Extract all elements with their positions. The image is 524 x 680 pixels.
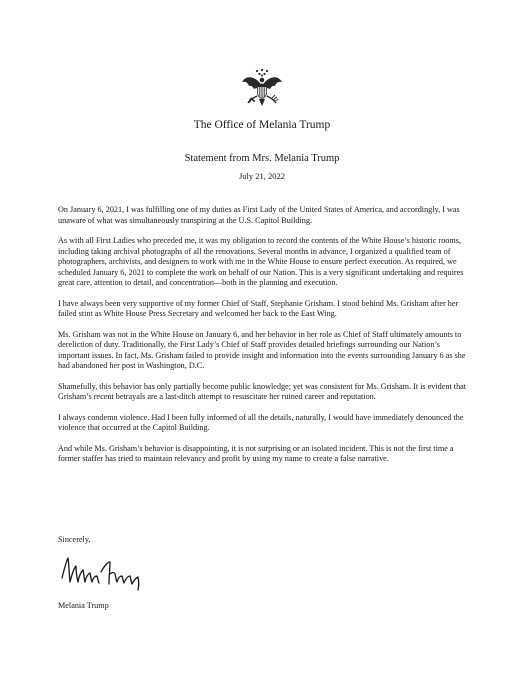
office-letterhead: The Office of Melania Trump	[193, 119, 331, 131]
paragraph: Ms. Grisham was not in the White House on January 6, and her behavior in her role as Chief of Staff ultimately amounts to dereliction of duty. Traditionally, the First Lady’s Chief of Staff provides detailed briefings surrounding our Nation’s important issues. In fact, Ms. Grisham failed to provide insight and information into the events surrounding January 6 as she had abandoned her post in Washington, D.C.	[58, 329, 466, 370]
signer-name: Melania Trump	[58, 601, 109, 610]
statement-title: Statement from Mrs. Melania Trump	[184, 153, 340, 164]
paragraph: On January 6, 2021, I was fulfilling one of my duties as First Lady of the United States of America, and accordingly, I was unaware of what was simultaneously transpiring at the U.S. Capitol Building.	[58, 205, 460, 225]
paragraph: And while Ms. Grisham’s behavior is disappointing, it is not surprising or an isolated incident. This is not the first time a former staffer has tried to maintain relevancy and profit by using my name to create a false narrative.	[58, 443, 454, 463]
statement-body	[58, 205, 470, 475]
paragraph: As with all First Ladies who preceded me, it was my obligation to record the contents of the White House’s historic rooms, including taking archival photographs of all the renovations. Several months in advance, I organized a qualified team of photographers, archivists, and designers to work with me in the White House to ensure perfect execution. As required, we scheduled January 6, 2021 to complete the work on behalf of our Nation. This is a very significant undertaking and requires great care, attention to detail, and concentration—both in the planning and execution.	[58, 236, 464, 287]
valediction: Sincerely,	[58, 535, 91, 544]
paragraph: I always condemn violence. Had I been fully informed of all the details, naturally, I would have immediately denounced the violence that occurred at the Capitol Building.	[58, 412, 464, 432]
signature-icon	[60, 552, 144, 592]
paragraph: I have always been very supportive of my former Chief of Staff, Stephanie Grisham. I stood behind Ms. Grisham after her failed stint as White House Press Secretary and welcomed her back to the East Wing.	[58, 298, 459, 318]
statement-date: July 21, 2022	[238, 171, 286, 181]
great-seal-icon	[240, 66, 284, 110]
paragraph: Shamefully, this behavior has only partially become public knowledge; yet was consistent for Ms. Grisham. It is evident that Grisham’s recent betrayals are a last-ditch attempt to resuscitate her ruined career and reputation.	[58, 381, 467, 401]
